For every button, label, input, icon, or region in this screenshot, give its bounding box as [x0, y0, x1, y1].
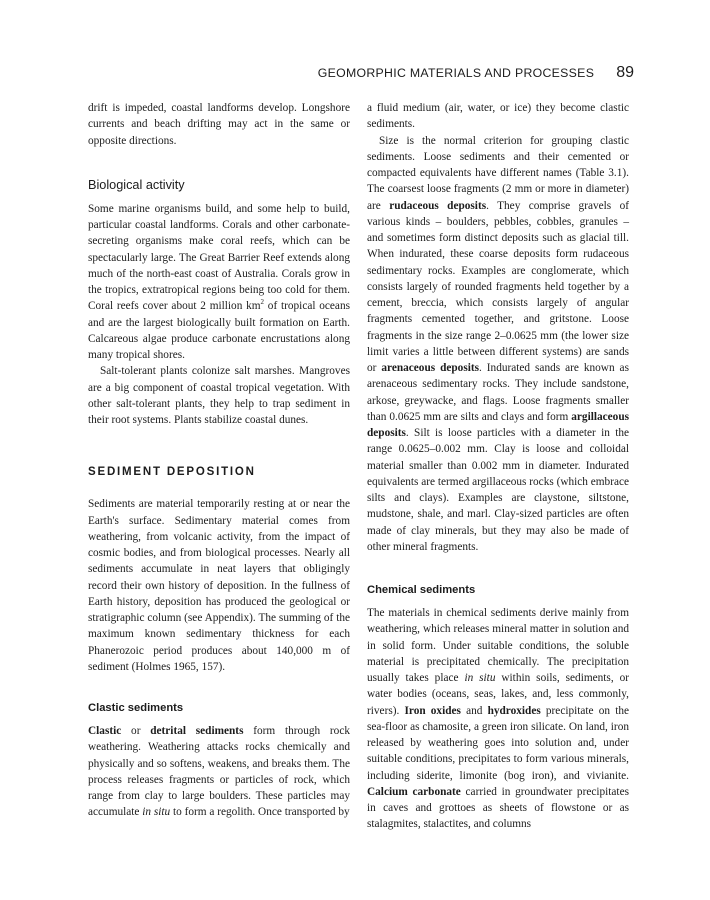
page-header — [318, 64, 634, 84]
paragraph-fluid-medium: a fluid medium (air, water, or ice) they become clastic sediments. — [367, 102, 629, 131]
paragraph-size-criterion: Size is the normal criterion for grouping clastic sediments. Loose sediments and their cemented or compacted equivalents have different names (Table 3.1). The coarsest loose fragments (2 mm or more in diameter) are rudaceous deposits. They comprise gravels of various kinds – boulders, pebbles, cobbles, granules – and sometimes form distinct deposits such as glacial till. When indurated, these coarse deposits form rudaceous sedimentary rocks. Examples are conglomerate, which consists largely of rounded fragments held together by a cement, breccia, which consists largely of angular fragments cemented together, and gritstone. Loose fragments in the size range 2–0.0625 mm (the lower size limit varies a little between different systems) are sands or arenaceous deposits. Indurated sands are known as arenaceous sedimentary rocks. They include sandstone, arkose, greywacke, and flags. Loose fragments smaller than 0.0625 mm are silts and clays and form argillaceous deposits. Silt is loose particles with a diameter in the range 0.0625–0.002 mm. Clay is loose and colloidal material smaller than 0.002 mm in diameter. Indurated equivalents are termed argillaceous rocks (which embrace silts and clays). Examples are claystone, siltstone, mudstone, shale, and marl. Clay-sized particles are often made of clay minerals, but they may also be made of other mineral fragments. — [367, 134, 630, 553]
paragraph-clastic: Clastic or detrital sediments form through rock weathering. Weathering attacks rocks chemically and physically and so softens, weakens, and breaks them. The process releases fragments or particles of rock, which range from clay to large boulders. These particles may accumulate in situ to form a regolith. Once transported by — [88, 725, 350, 819]
heading-sediment-deposition: SEDIMENT DEPOSITION — [88, 466, 256, 479]
page-number: 89 — [616, 64, 634, 81]
heading-clastic-sediments: Clastic sediments — [88, 702, 184, 714]
right-column — [367, 100, 629, 833]
paragraph-marine-organisms: Some marine organisms build, and some help to build, particular coastal landforms. Corals and other carbonate-secreting organisms make coral reefs, which can be spectacularly large. The Great Barrier Reef extends along much of the north-east coast of Australia. Corals grow in the tropics, extratropical regions being too cold for them. Coral reefs cover about 2 million $km^2$ of tropical oceans and are the largest biologically built formation on Earth. Calcareous algae produce carbonate encrustations along many tropical shores. — [88, 202, 350, 361]
heading-biological-activity: Biological activity — [88, 177, 185, 192]
superscript-2: 2 — [260, 298, 265, 307]
paragraph-sediments: Sediments are material temporarily resting at or near the Earth's surface. Sedimentary material comes from weathering, from volcanic activity, from the impact of cosmic bodies, and from biological processes. Nearly all sediments accumulate in neat layers that obligingly record their own history of deposition. In the fullness of Earth history, deposition has produced the geological or stratigraphic column (see Appendix). The summing of the maximum known sedimentary thickness for each Phanerozoic period produces about 140,000 m of sediment (Holmes 1965, 157). — [88, 498, 350, 673]
paragraph-longshore: drift is impeded, coastal landforms develop. Longshore currents and beach drifting may act in the same or opposite directions. — [88, 102, 350, 147]
paragraph-salt-tolerant: Salt-tolerant plants colonize salt marshes. Mangroves are a big component of coastal tropical vegetation. With other salt-tolerant plants, they help to trap sediment in their root systems. Plants stabilize coastal dunes. — [88, 365, 350, 426]
left-column — [88, 100, 350, 821]
paragraph-chemical: The materials in chemical sediments derive mainly from weathering, which releases mineral matter in solution and in solid form. Under suitable conditions, the soluble material is precipitated chemically. The precipitation usually takes place in situ within soils, sediments, or water bodies (oceans, seas, lakes, and, less commonly, rivers). Iron oxides and hydroxides precipitate on the sea-floor as chamosite, a green iron silicate. On land, iron released by weathering goes into solution and, under suitable conditions, precipitates to form various minerals, including siderite, limonite (bog iron), and vivianite. Calcium carbonate carried in groundwater precipitates in caves and grottoes as sheets of flowstone or as stalagmites, stalactites, and columns — [367, 607, 629, 831]
heading-chemical-sediments: Chemical sediments — [367, 584, 476, 596]
running-head: GEOMORPHIC MATERIALS AND PROCESSES — [317, 66, 595, 80]
